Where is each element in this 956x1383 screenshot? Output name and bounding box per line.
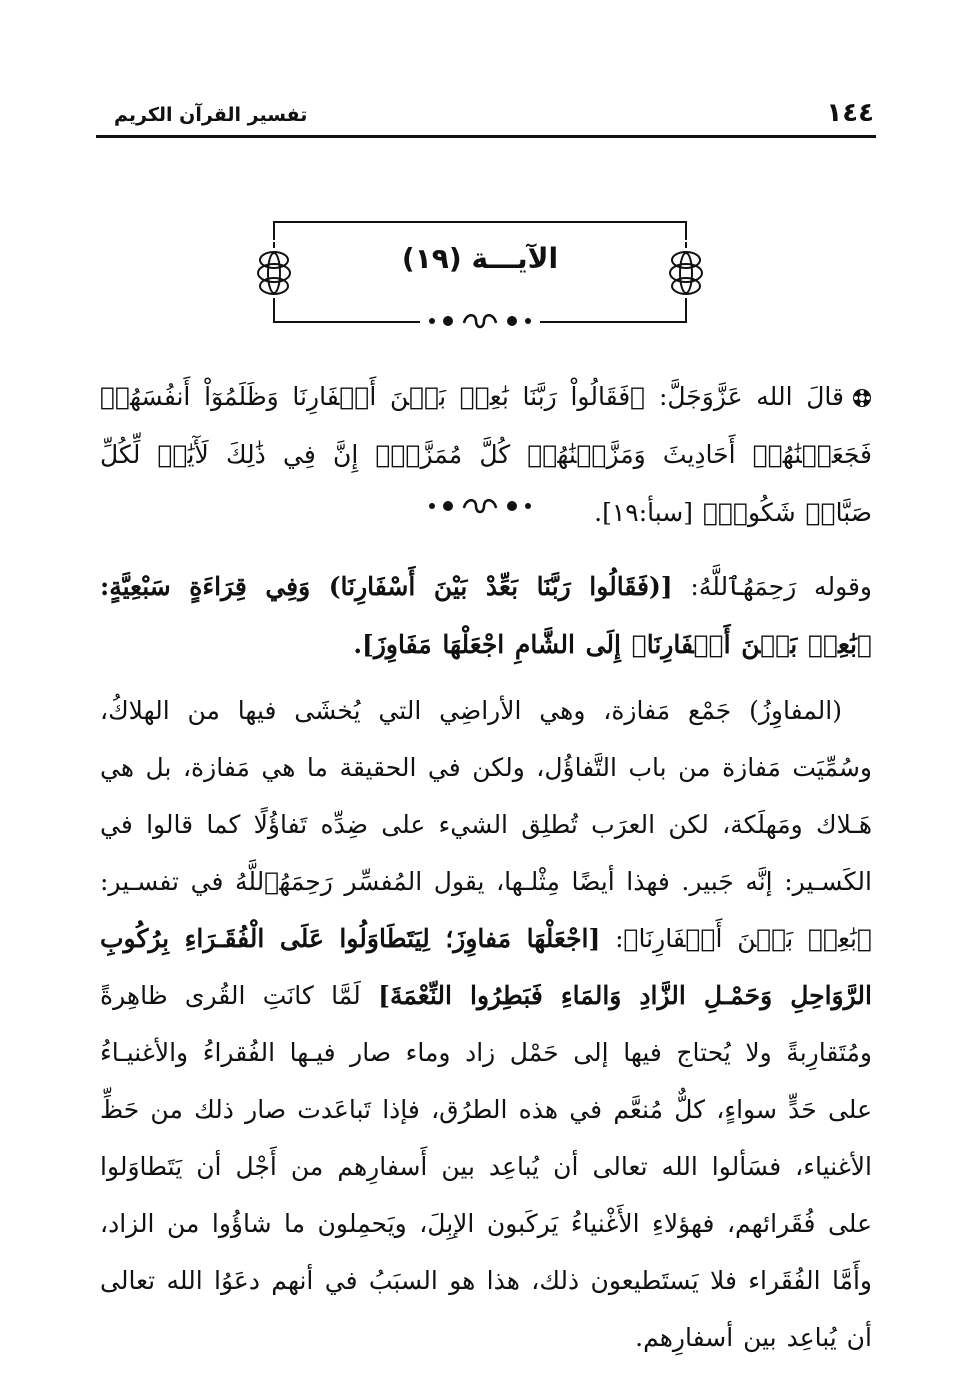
book-title: تفسير القرآن الكريم	[114, 104, 308, 126]
verse-intro: قالَ الله عَزَّوَجَلَّ:	[658, 382, 844, 411]
explanation-text-1: (المفاوِزُ) جَمْع مَفازة، وهي الأراضِي التي يُخشَى فيها من الهلاكُ، وسُمِّيَت مَفازة من باب التَّفاؤُل، ولكن في الحقيقة ما هي مَفازة، بل هي هَـلاك ومَهلَكة، لكن العرَب تُطلِق الشيء على ضِدِّه تَفاؤُلًا كما قالوا في الكَسـير: إنَّه جَبير. فهذا أيضًا مِثْلـها، يقول المُفسِّر رَحِمَهُٱللَّهُ في تفسـير: ﴿بَٰعِدۡ بَيۡنَ أَسۡفَارِنَا﴾:	[100, 696, 873, 953]
explanation-quote: [اجْعَلْهَا مَفاوِزَ؛ لِيَتَطَاوَلُوا عَلَى الْفُقَـرَاءِ بِرُكُوبِ الرَّوَاحِلِ وَحَمْـلِ الزَّادِ وَالمَاءِ فَبَطِرُوا النِّعْمَةَ]	[100, 924, 872, 1010]
explanation-paragraph	[100, 682, 872, 1366]
page-number: ١٤٤	[826, 98, 874, 128]
commentary-paragraph	[100, 558, 872, 674]
commentary-lead: وقوله رَحِمَهُٱللَّهُ:	[690, 572, 873, 601]
verse-heading	[270, 242, 690, 275]
verse-heading-label: الآيـــة	[471, 242, 559, 275]
divider-ornament-icon	[418, 494, 542, 518]
verse-heading-number: (١٩)	[401, 242, 462, 275]
running-header	[96, 98, 876, 138]
flower-bullet-icon	[852, 388, 872, 408]
quran-verse-text: ﴿فَقَالُواْ رَبَّنَا بَٰعِدۡ بَيۡنَ أَسۡفَارِنَا وَظَلَمُوٓاْ أَنفُسَهُمۡ فَجَعَلۡنَٰهُمۡ أَحَادِيثَ وَمَزَّقۡنَٰهُمۡ كُلَّ مُمَزَّقٍۚ إِنَّ فِي ذَٰلِكَ لَأٓيَٰتٖ لِّكُلِّ صَبَّارٖ شَكُورٖ﴾	[100, 382, 872, 527]
surah-reference: [سبأ:١٩].	[594, 498, 694, 527]
divider-ornament-icon	[418, 309, 542, 333]
header-rule	[96, 135, 876, 138]
explanation-text-2: لَمَّا كانَتِ القُرى ظاهِرةً ومُتَقارِبةً ولا يُحتاج فيها إلى حَمْل زاد وماء صار فيـها الفُقراءُ والأغنيـاءُ على حَدٍّ سواءٍ، كلٌّ مُنعَّم في هذه الطرُق، فإذا تَباعَدت صار ذلك من حَظِّ الأغنياء، فسَألوا الله تعالى أن يُباعِد بين أَسفارِهم من أَجْل أن يَتَطاوَلوا على فُقَرائهم، فهؤلاءِ الأَغْنياءُ يَركَبون الإبِلَ، ويَحمِلون ما شاؤُوا من الزاد، وأَمَّا الفُقَراء فلا يَستَطيعون ذلك، هذا هو السبَبُ في أنهم دعَوُا الله تعالى أن يُباعِد بين أسفارِهم.	[100, 981, 873, 1352]
commentary-quote: [(فَقَالُوا رَبَّنَا بَعِّدْ بَيْنَ أَسْفَارِنَا) وَفِي قِرَاءَةٍ سَبْعِيَّةٍ: ﴿بَٰعِدۡ بَيۡنَ أَسۡفَارِنَا﴾ إِلَى الشَّامِ اجْعَلْهَا مَفَاوِزَ].	[100, 572, 872, 659]
